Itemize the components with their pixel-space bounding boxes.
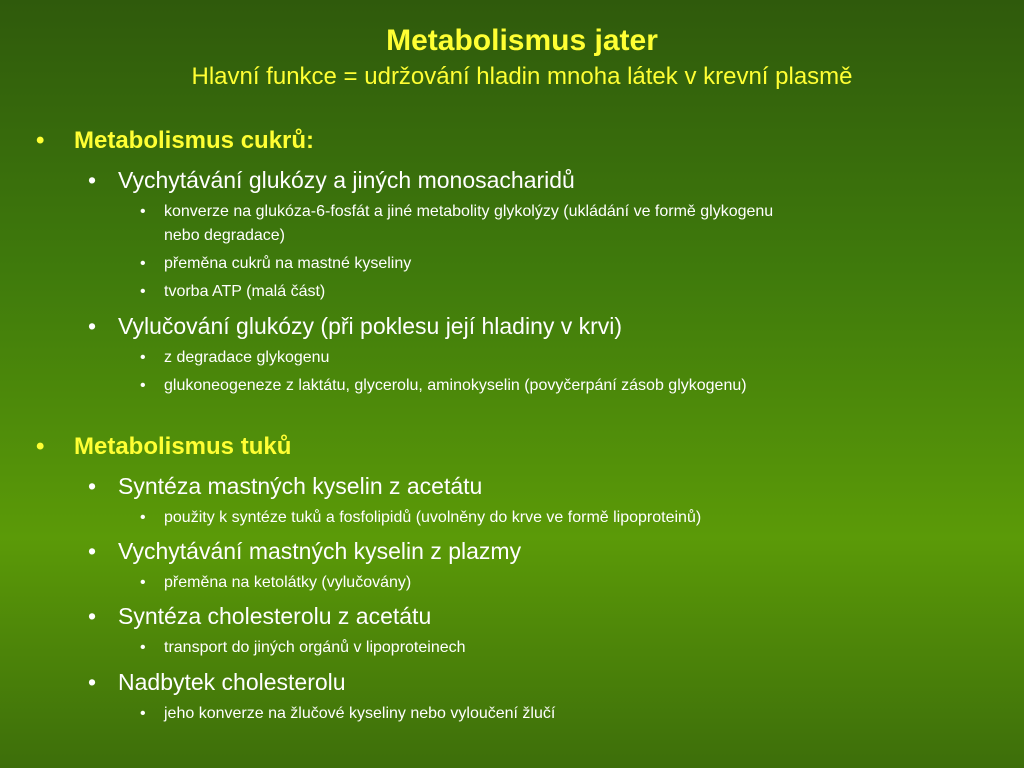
section-heading-bullet: • [36,433,45,460]
sub-item-bullet: • [140,203,146,220]
slide-subtitle: Hlavní funkce = udržování hladin mnoha látek v krevní plasmě [191,63,853,90]
sub-item-bullet: • [140,349,146,366]
sub-item-bullet: • [140,639,146,656]
sub-item-bullet: • [140,283,146,300]
list-item-bullet: • [88,313,97,339]
sub-item-bullet: • [140,377,146,394]
list-item-bullet: • [88,167,97,193]
sub-item-bullet: • [140,509,146,526]
sub-item: glukoneogeneze z laktátu, glycerolu, aminokyselin (povyčerpání zásob glykogenu) [164,377,747,394]
sub-item: tvorba ATP (malá část) [164,283,326,300]
list-item: Nadbytek cholesterolu [118,669,346,695]
list-item-bullet: • [88,538,97,564]
list-item-bullet: • [88,669,97,695]
list-item: Vychytávání mastných kyselin z plazmy [118,538,522,564]
list-item: Vylučování glukózy (při poklesu její hladiny v krvi) [118,313,623,339]
section-heading-bullet: • [36,127,45,154]
sub-item: přeměna cukrů na mastné kyseliny [164,255,412,272]
sub-item-bullet: • [140,255,146,272]
slide-title: Metabolismus jater [386,24,658,57]
sub-item: konverze na glukóza-6-fosfát a jiné metabolity glykolýzy (ukládání ve formě glykogenu [164,203,774,220]
sub-item: z degradace glykogenu [164,349,330,366]
section-heading-carbohydrates: Metabolismus cukrů: [74,127,315,154]
list-item: Vychytávání glukózy a jiných monosacharidů [118,167,575,193]
list-item: Syntéza cholesterolu z acetátu [118,603,432,629]
sub-item-continuation: nebo degradace) [164,227,285,244]
sub-item-bullet: • [140,705,146,722]
section-heading-fats: Metabolismus tuků [74,433,292,460]
sub-item: použity k syntéze tuků a fosfolipidů (uvolněny do krve ve formě lipoproteinů) [164,509,702,526]
sub-item: transport do jiných orgánů v lipoproteinech [164,639,466,656]
list-item: Syntéza mastných kyselin z acetátu [118,473,483,499]
sub-item: přeměna na ketolátky (vylučovány) [164,574,412,591]
list-item-bullet: • [88,473,97,499]
list-item-bullet: • [88,603,97,629]
sub-item-bullet: • [140,574,146,591]
sub-item: jeho konverze na žlučové kyseliny nebo vyloučení žlučí [164,705,556,722]
